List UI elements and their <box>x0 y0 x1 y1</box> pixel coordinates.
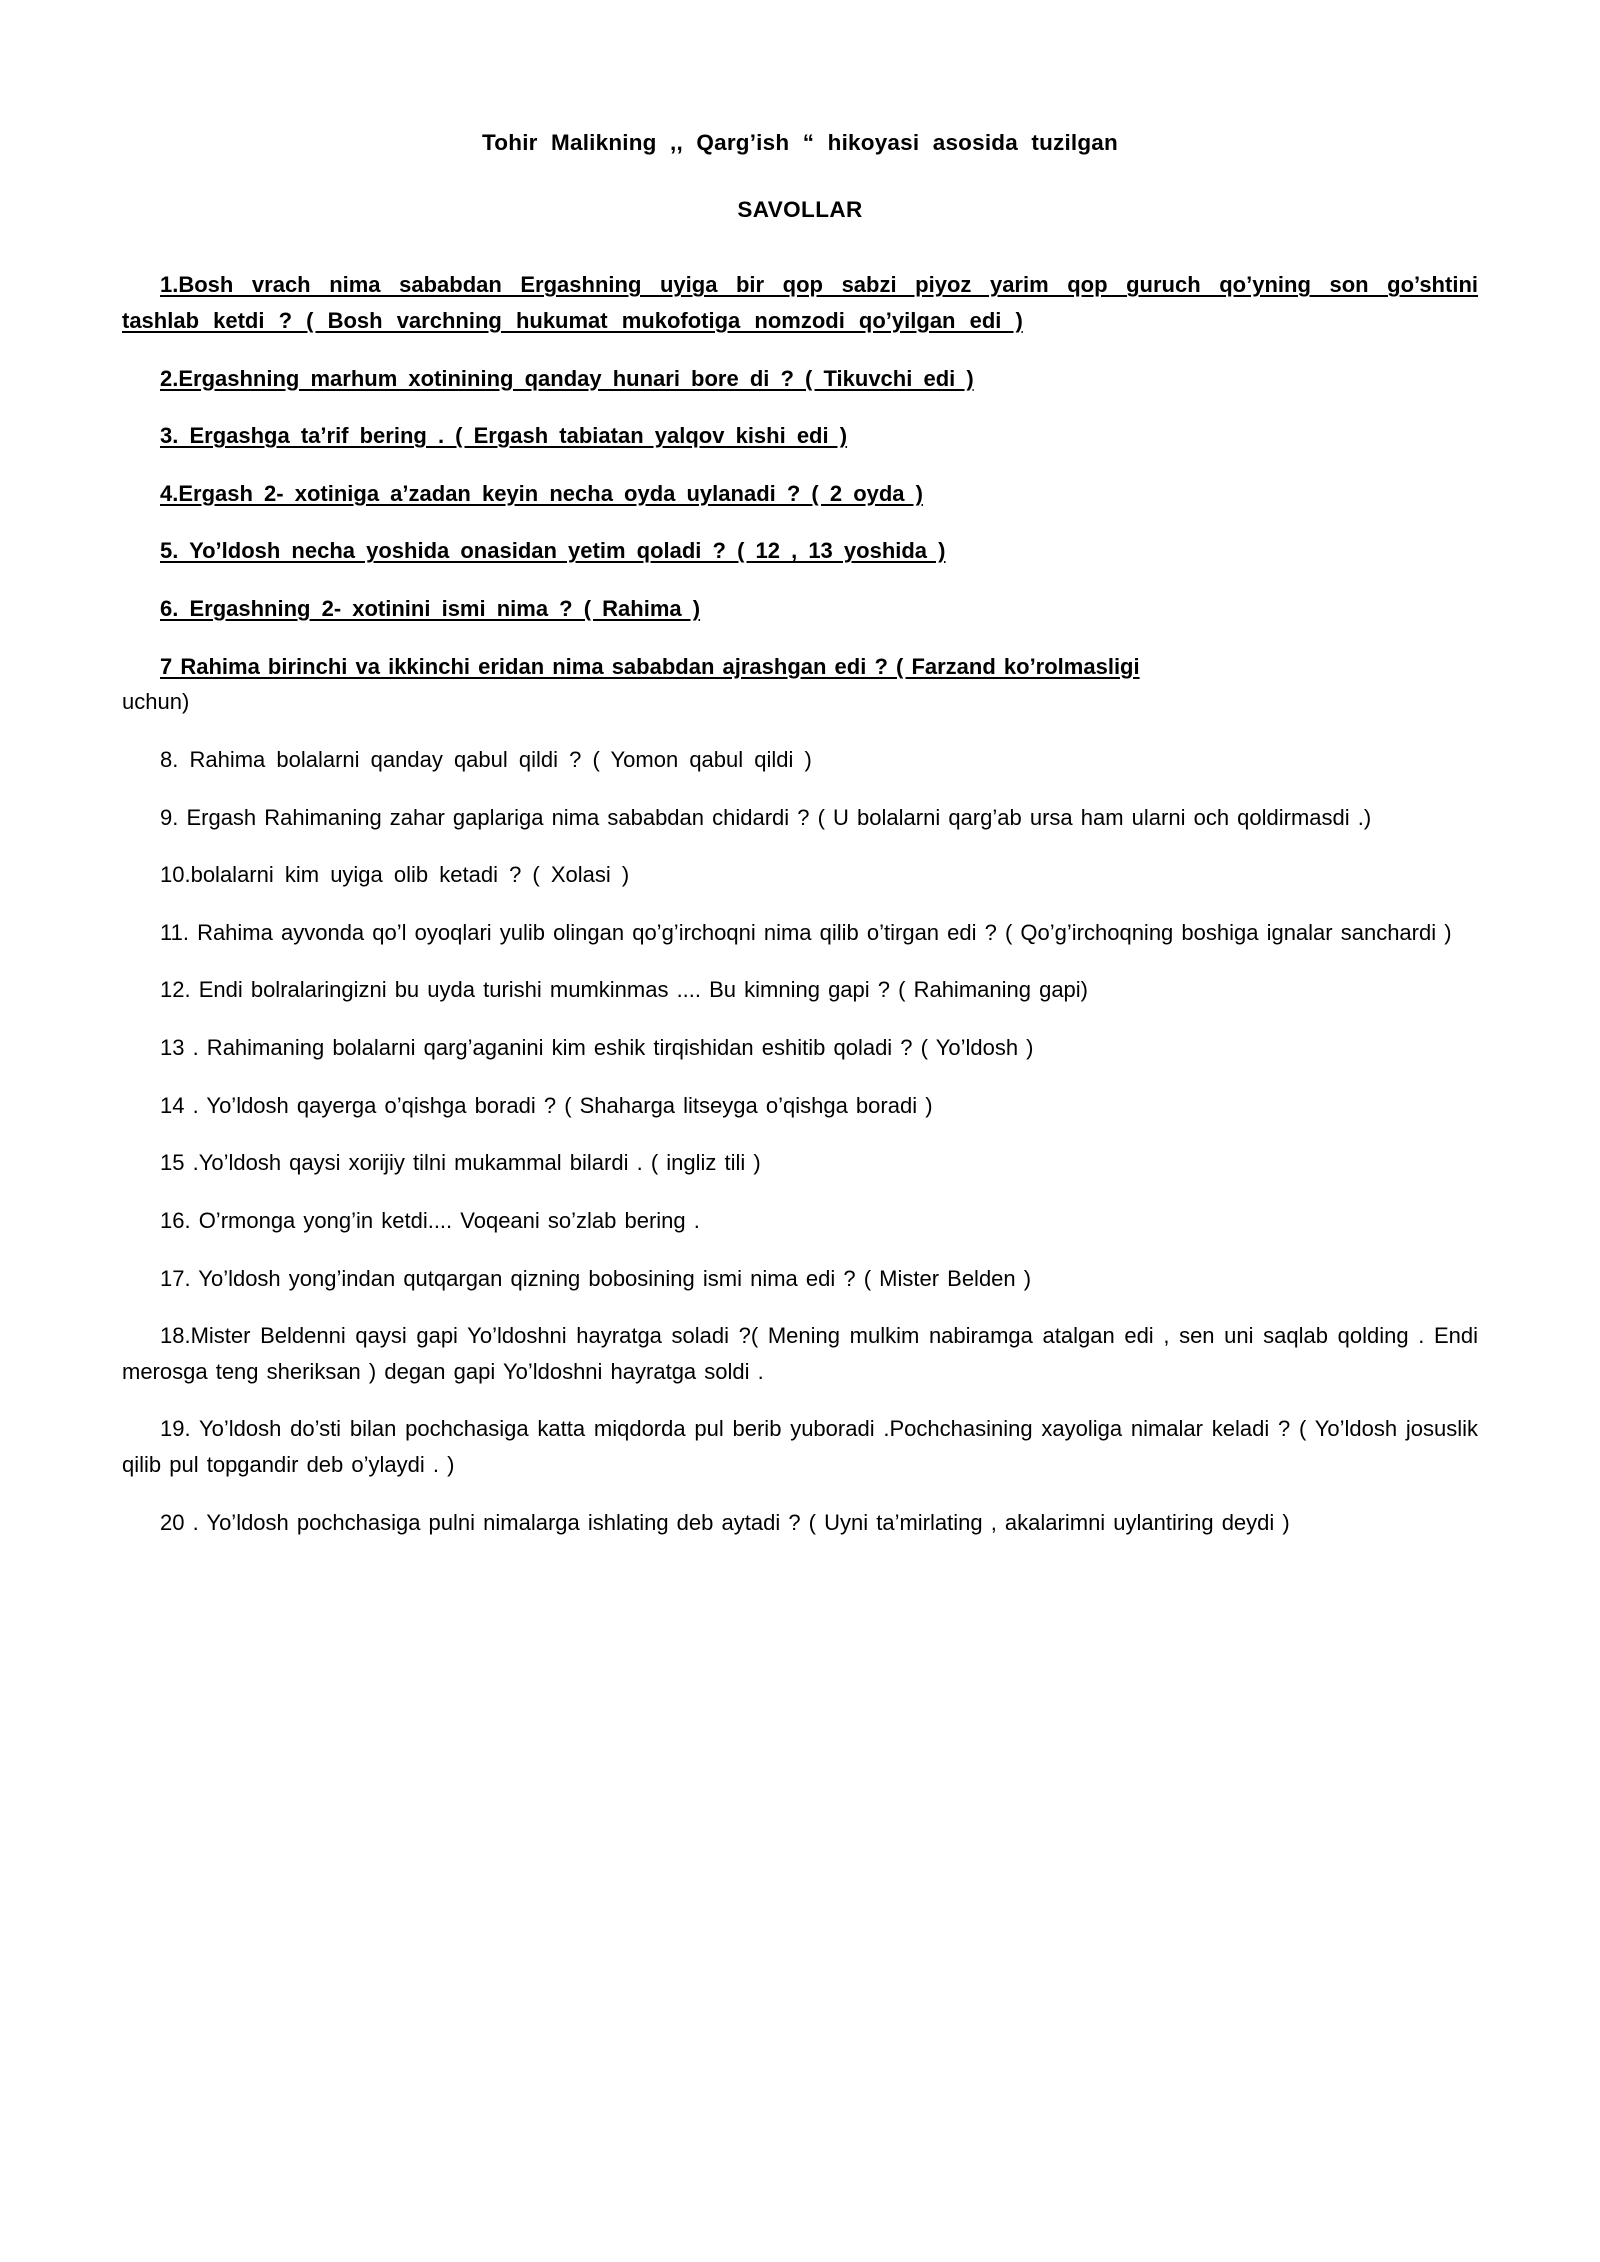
question-item: 3. Ergashga ta’rif bering . ( Ergash tabiatan yalqov kishi edi ) <box>160 423 848 449</box>
question-item: 9. Ergash Rahimaning zahar gaplariga nima sababdan chidardi ? ( U bolalarni qarg’ab ursa ham ularni och qoldirmasdi .) <box>160 804 1372 830</box>
document-subtitle: SAVOLLAR <box>737 197 863 223</box>
question-item: 15 .Yo’ldosh qaysi xorijiy tilni mukammal bilardi . ( ingliz tili ) <box>160 1150 761 1176</box>
question-item: 5. Yo’ldosh necha yoshida onasidan yetim qoladi ? ( 12 , 13 yoshida ) <box>160 538 946 564</box>
question-item: 4.Ergash 2- xotiniga a’zadan keyin necha oyda uylanadi ? ( 2 oyda ) <box>160 480 923 506</box>
question-item: 14 . Yo’ldosh qayerga o’qishga boradi ? ( Shaharga litseyga o’qishga boradi ) <box>160 1092 933 1118</box>
question-bold-segment: 7 Rahima birinchi va ikkinchi eridan nima sababdan ajrashgan edi ? ( Farzand ko’rolmasligi <box>160 653 1140 679</box>
question-item: 12. Endi bolralaringizni bu uyda turishi mumkinmas .... Bu kimning gapi ? ( Rahimaning gapi) <box>160 977 1089 1003</box>
question-item: 13 . Rahimaning bolalarni qarg’aganini kim eshik tirqishidan eshitib qoladi ? ( Yo’ldosh ) <box>160 1035 1034 1060</box>
question-item: 20 . Yo’ldosh pochchasiga pulni nimalarga ishlating deb aytadi ? ( Uyni ta’mirlating , akalarimni uylantiring deydi ) <box>160 1509 1290 1535</box>
question-item: 18.Mister Beldenni qaysi gapi Yo’ldoshni hayratga soladi ?( Mening mulkim nabiramga atalgan edi , sen uni saqlab qolding . Endi merosga teng sheriksan ) degan gapi Yo’ldoshni hayratga soldi . <box>122 1323 1478 1384</box>
question-item: 2.Ergashning marhum xotinining qanday hunari bore di ? ( Tikuvchi edi ) <box>160 365 974 391</box>
question-item: 8. Rahima bolalarni qanday qabul qildi ? ( Yomon qabul qildi ) <box>160 746 812 772</box>
document-title: Tohir Malikning ,, Qarg’ish “ hikoyasi asosida tuzilgan <box>482 130 1118 155</box>
question-item: 17. Yo’ldosh yong’indan qutqargan qizning bobosining ismi nima edi ? ( Mister Belden ) <box>160 1265 1032 1291</box>
question-item <box>122 649 1478 720</box>
question-item: 19. Yo’ldosh do’sti bilan pochchasiga katta miqdorda pul berib yuboradi .Pochchasining xayoliga nimalar keladi ? ( Yo’ldosh josuslik qilib pul topgandir deb o’ylaydi . ) <box>122 1416 1478 1477</box>
question-item: 1.Bosh vrach nima sababdan Ergashning uyiga bir qop sabzi piyoz yarim qop guruch qo’yning son go’shtini tashlab ketdi ? ( Bosh varchning hukumat mukofotiga nomzodi qo’yilgan edi ) <box>122 272 1478 333</box>
question-plain-segment: uchun) <box>122 689 190 715</box>
question-item: 16. O’rmonga yong’in ketdi.... Voqeani so’zlab bering . <box>160 1207 700 1233</box>
question-item: 10.bolalarni kim uyiga olib ketadi ? ( Xolasi ) <box>160 862 630 888</box>
question-item: 6. Ergashning 2- xotinini ismi nima ? ( Rahima ) <box>160 596 701 621</box>
question-item: 11. Rahima ayvonda qo’l oyoqlari yulib olingan qo’g’irchoqni nima qilib o’tirgan edi ? ( Qo’g’irchoqning boshiga ignalar sanchardi ) <box>160 919 1452 945</box>
